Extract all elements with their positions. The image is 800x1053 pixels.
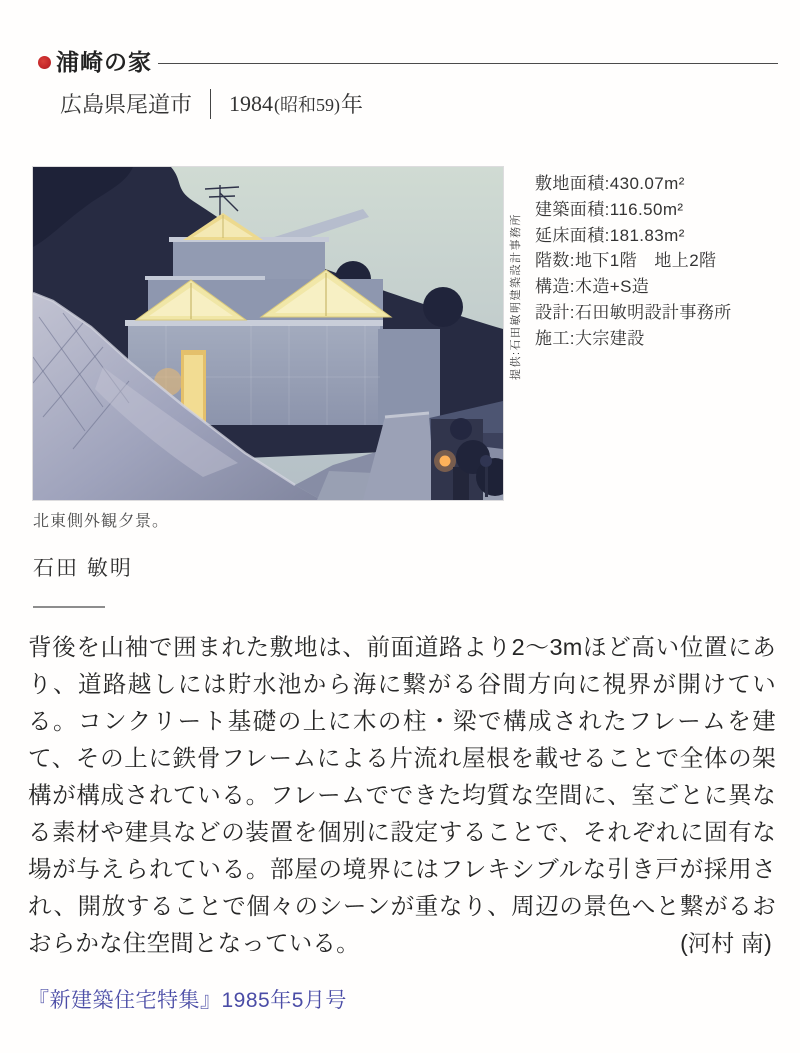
- project-subtitle: [60, 88, 363, 119]
- spec-value: 地下1階 地上2階: [574, 251, 717, 271]
- article-text: 背後を山袖で囲まれた敷地は、前面道路より2〜3mほど高い位置にあり、道路越しには貯水池から海に繋がる谷間方向に視界が開けている。コンクリート基礎の上に木の柱・梁で構成されたフレームを建て、その上に鉄骨フレームによる片流れ屋根を載せることで全体の架構が構成されている。フレームでできた均質な空間に、室ごとに異なる素材や建具などの装置を個別に設定することで、それぞれに固有な場が与えられている。部屋の境界にはフレキシブルな引き戸が採用され、開放することで個々のシーンが重なり、周辺の景色へと繋がるおおらかな住空間となっている。: [28, 634, 776, 956]
- spec-row-structure: [535, 274, 790, 300]
- article-body: [28, 629, 776, 962]
- spec-value: 430.07m²: [609, 174, 685, 193]
- writer-signature: (河村 南): [680, 930, 772, 956]
- front-roof-edge: [125, 320, 383, 326]
- architect-name: 石田 敏明: [33, 557, 133, 580]
- photo-credit: 提供:石田敏明建築設計事務所: [510, 212, 522, 380]
- photo-caption: 北東側外観夕景。: [33, 513, 170, 530]
- source-reference: 『新建築住宅特集』1985年5月号: [28, 989, 347, 1012]
- project-year-suffix: 年: [341, 92, 364, 117]
- project-year-era: (昭和59): [274, 94, 341, 115]
- spec-row-contractor: [535, 326, 790, 352]
- building-spec-list: [535, 171, 790, 352]
- page-title: 浦崎の家: [56, 49, 152, 75]
- lamp-post: [485, 467, 488, 497]
- spec-row-building-area: [535, 197, 790, 223]
- spec-value: 木造+S造: [574, 277, 650, 297]
- lamp-head: [480, 455, 492, 467]
- spec-row-floors: [535, 248, 790, 274]
- spec-label: 設計:: [535, 302, 575, 322]
- spec-value: 181.83m²: [609, 225, 685, 245]
- spec-value: 116.50m²: [609, 199, 684, 219]
- mid-roof-edge: [145, 276, 265, 280]
- spec-row-floor-area: [535, 223, 790, 249]
- project-year: 1984: [229, 90, 274, 116]
- spec-row-design: [535, 300, 790, 326]
- spec-label: 階数:: [535, 251, 575, 271]
- spec-label: 構造:: [535, 277, 575, 297]
- subtitle-divider: [210, 89, 211, 119]
- spec-label: 延床面積:: [535, 225, 610, 245]
- spec-value: 大宗建設: [574, 328, 645, 348]
- tree-clump: [423, 287, 463, 327]
- spec-row-site-area: [535, 171, 790, 197]
- house-photo-illustration: [33, 167, 503, 500]
- shrub: [450, 418, 472, 440]
- red-bullet-icon: [38, 56, 51, 69]
- spec-label: 建築面積:: [535, 199, 610, 219]
- page-header: [38, 48, 778, 76]
- spec-label: 敷地面積:: [535, 174, 610, 193]
- project-location: 広島県尾道市: [60, 92, 193, 117]
- author-divider: [33, 606, 105, 608]
- right-wall: [378, 329, 440, 425]
- spec-value: 石田敏明設計事務所: [574, 302, 732, 322]
- title-rule: [158, 63, 778, 64]
- garage-light: [440, 456, 451, 467]
- house-photo: [33, 167, 503, 500]
- spec-label: 施工:: [535, 328, 575, 348]
